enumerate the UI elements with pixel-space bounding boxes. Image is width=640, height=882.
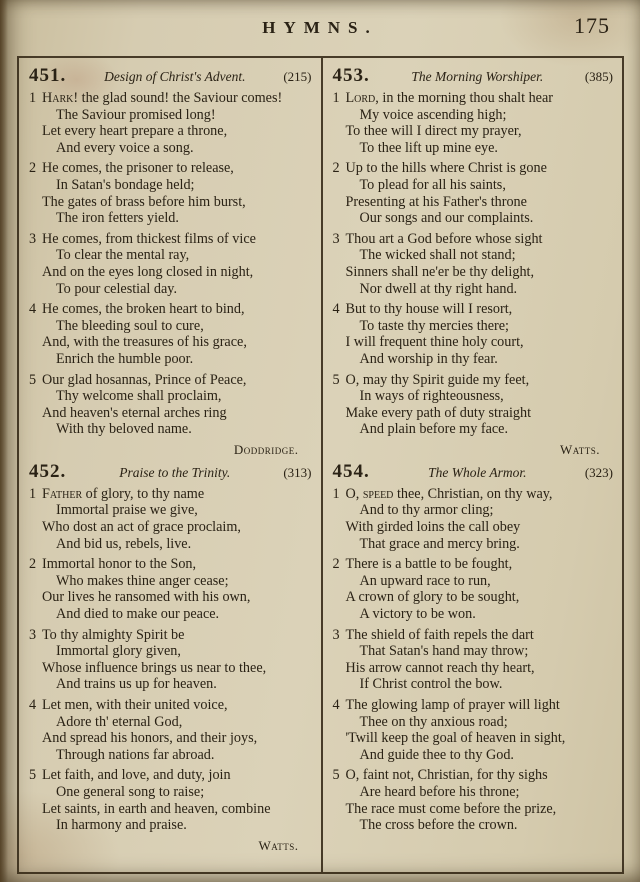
verse-number: 3 (29, 626, 37, 643)
verse-line: Make every path of duty straight (345, 404, 532, 421)
verse-number: 5 (29, 371, 37, 388)
verse (27, 372, 315, 438)
verse-line: In harmony and praise. (56, 817, 187, 834)
verse-line: Thee on thy anxious road; (359, 713, 508, 730)
verse-number: 1 (29, 485, 37, 502)
hymn-title: Praise to the Trinity. (119, 464, 231, 480)
verse-line: To pour celestial day. (56, 280, 178, 297)
verse-number: 2 (29, 160, 37, 177)
verse-line: Up to the hills where Christ is gone (345, 160, 547, 177)
lead-word-smallcaps: O, speed (345, 485, 394, 502)
hymn-title: Design of Christ's Advent. (104, 69, 246, 84)
verse-line: A crown of glory to be sought, (345, 589, 520, 606)
verse-line: O, may thy Spirit guide my feet, (345, 371, 530, 388)
verse-number: 3 (332, 626, 340, 643)
verse-line: Immortal honor to the Son, (42, 556, 197, 573)
tune-reference-number: (385) (584, 69, 613, 84)
verse-number: 4 (29, 697, 37, 713)
verse-line: One general song to raise; (56, 783, 205, 800)
verse-number: 3 (29, 230, 37, 247)
verse-line: To taste thy mercies there; (359, 317, 509, 334)
verse (331, 627, 617, 693)
verse-line: O, faint not, Christian, for thy sighs (345, 767, 548, 784)
verse-line: I will frequent thine holy court, (345, 334, 524, 351)
verse-line: If Christ control the bow. (359, 676, 503, 693)
hymn-number: 454. (332, 460, 370, 482)
hymn-451 (27, 65, 315, 458)
verse-number: 5 (29, 767, 37, 784)
verse-line: His arrow cannot reach thy heart, (345, 659, 535, 676)
verse-line: Enrich the humble poor. (56, 350, 194, 367)
verse-line: He comes, the broken heart to bind, (42, 301, 245, 318)
lead-word-smallcaps: Hark! (42, 90, 79, 106)
verse-line: There is a battle to be fought, (345, 556, 513, 573)
verse-line: A victory to be won. (359, 606, 476, 623)
verse-line: An upward race to run, (359, 572, 491, 589)
verse-line: And, with the treasures of his grace, (42, 334, 247, 351)
verse-line: Lord, in the morning thou shalt hear (345, 90, 553, 106)
page-header (30, 13, 610, 45)
verse-line: And heaven's eternal arches ring (42, 404, 227, 421)
verse-line: To thee will I direct my prayer, (345, 123, 522, 140)
verse-line: In ways of righteousness, (359, 388, 504, 405)
verse-number: 1 (332, 90, 340, 106)
verse-line: Let men, with their united voice, (42, 697, 228, 713)
verse-line: Father of glory, to thy name (42, 485, 205, 502)
hymn-number: 453. (332, 65, 370, 86)
verse-line: And to thy armor cling; (359, 502, 494, 519)
verse-line: Presenting at his Father's throne (345, 193, 527, 210)
verse (331, 486, 617, 552)
verse (331, 90, 617, 156)
left-column (19, 58, 321, 872)
verse-line: That Satan's hand may throw; (359, 643, 529, 660)
verse-line: Our glad hosannas, Prince of Peace, (42, 371, 247, 388)
verse-number: 3 (332, 230, 340, 247)
verse-line: Are heard before his throne; (359, 783, 520, 800)
verse (331, 160, 617, 226)
verse-line: And guide thee to thy God. (359, 746, 514, 763)
verse (27, 301, 315, 367)
verse-line: Our lives he ransomed with his own, (42, 589, 251, 606)
verse (27, 486, 315, 552)
verse-line: The race must come before the prize, (345, 800, 557, 817)
verse-line: Hark! the glad sound! the Saviour comes! (42, 90, 283, 106)
right-column (321, 58, 623, 872)
verse-line: With girded loins the call obey (345, 519, 521, 536)
verse-line: Immortal glory given, (56, 643, 181, 660)
verse-number: 2 (29, 556, 37, 573)
verse-line: And bid us, rebels, live. (56, 535, 192, 552)
verse-line: That grace and mercy bring. (359, 535, 520, 552)
hymn-heading (27, 65, 315, 87)
verse-line: But to thy house will I resort, (345, 301, 513, 318)
verse-number: 2 (332, 160, 340, 177)
verse-line: And on the eyes long closed in night, (42, 263, 254, 280)
verse (331, 301, 617, 367)
verse (27, 160, 315, 226)
verse-line: O, speed thee, Christian, on thy way, (345, 485, 553, 502)
hymn-heading (27, 461, 315, 483)
verse-line: My voice ascending high; (359, 106, 507, 123)
verse-line: The gates of brass before him burst, (42, 193, 246, 210)
verse-number: 5 (332, 371, 340, 388)
verse-line: The iron fetters yield. (56, 210, 179, 227)
hymn-heading (331, 65, 617, 87)
verse-line: Let saints, in earth and heaven, combine (42, 800, 271, 817)
hymn-heading (331, 461, 617, 483)
verse-line: Sinners shall ne'er be thy delight, (345, 263, 535, 280)
verse-line: And trains us up for heaven. (56, 676, 217, 693)
verse-line: To clear the mental ray, (56, 247, 190, 264)
verse-line: Immortal praise we give, (56, 502, 198, 519)
verse-line: He comes, from thickest films of vice (42, 230, 256, 247)
hymn-452 (27, 461, 315, 854)
verse-line: And every voice a song. (56, 139, 194, 156)
verse-line: Who dost an act of grace proclaim, (42, 519, 241, 536)
verse-number: 1 (29, 90, 37, 106)
verse (27, 231, 315, 297)
verse-line: In Satan's bondage held; (56, 176, 195, 193)
verse (331, 556, 617, 622)
verse-line: To thee lift up mine eye. (359, 139, 498, 156)
verse-line: The glowing lamp of prayer will light (345, 697, 560, 713)
verse-line: To thy almighty Spirit be (42, 626, 185, 643)
verse-number: 4 (332, 697, 340, 713)
lead-word-smallcaps: Father (42, 485, 83, 502)
verse (331, 372, 617, 438)
verse-line: Thy welcome shall proclaim, (56, 388, 222, 405)
verse-line: And spread his honors, and their joys, (42, 730, 258, 747)
verse-line: Whose influence brings us near to thee, (42, 659, 267, 676)
text-frame (17, 56, 624, 874)
verse-line: 'Twill keep the goal of heaven in sight, (345, 730, 566, 747)
verse (331, 231, 617, 297)
verse (331, 767, 617, 833)
hymn-454 (331, 461, 617, 834)
verse (27, 767, 315, 833)
tune-reference-number: (215) (283, 69, 312, 84)
hymn-number: 451. (29, 65, 67, 86)
hymn-title: The Morning Worshiper. (411, 69, 544, 84)
author-attribution: Watts. (258, 837, 299, 853)
verse-line: With thy beloved name. (56, 421, 192, 438)
verse-line: And plain before my face. (359, 421, 509, 438)
verse (27, 90, 315, 156)
verse-line: To plead for all his saints, (359, 176, 506, 193)
running-head: HYMNS. (262, 18, 378, 37)
verse-number: 2 (332, 556, 340, 573)
verse (27, 627, 315, 693)
verse-line: Thou art a God before whose sight (345, 230, 543, 247)
verse-line: Adore th' eternal God, (56, 713, 183, 730)
verse-line: And worship in thy fear. (359, 350, 498, 367)
lead-word-smallcaps: Lord, (345, 90, 379, 106)
verse-line: The bleeding soul to cure, (56, 317, 204, 334)
verse-line: Let faith, and love, and duty, join (42, 767, 231, 784)
verse-number: 4 (332, 301, 340, 318)
verse-line: Who makes thine anger cease; (56, 572, 229, 589)
hymn-453 (331, 65, 617, 458)
page-binding-edge (0, 0, 8, 882)
verse-line: He comes, the prisoner to release, (42, 160, 234, 177)
tune-reference-number: (323) (584, 464, 613, 480)
verse (331, 697, 617, 763)
hymn-number: 452. (29, 460, 67, 482)
verse-line: Let every heart prepare a throne, (42, 123, 228, 140)
verse-number: 4 (29, 301, 37, 318)
author-attribution: Doddridge. (233, 441, 299, 457)
verse-number: 1 (332, 485, 340, 502)
tune-reference-number: (313) (283, 464, 312, 480)
hymn-title: The Whole Armor. (428, 464, 527, 480)
verse-line: Nor dwell at thy right hand. (359, 280, 518, 297)
verse (27, 697, 315, 763)
verse-line: The wicked shall not stand; (359, 247, 516, 264)
verse-line: The cross before the crown. (359, 817, 518, 834)
verse-line: Our songs and our complaints. (359, 210, 534, 227)
verse-line: The Saviour promised long! (56, 106, 216, 123)
verse-number: 5 (332, 767, 340, 784)
verse-line: Through nations far abroad. (56, 746, 215, 763)
verse-line: And died to make our peace. (56, 606, 220, 623)
author-attribution: Watts. (559, 441, 600, 457)
verse-line: The shield of faith repels the dart (345, 626, 534, 643)
page-number: 175 (574, 13, 610, 38)
verse (27, 556, 315, 622)
